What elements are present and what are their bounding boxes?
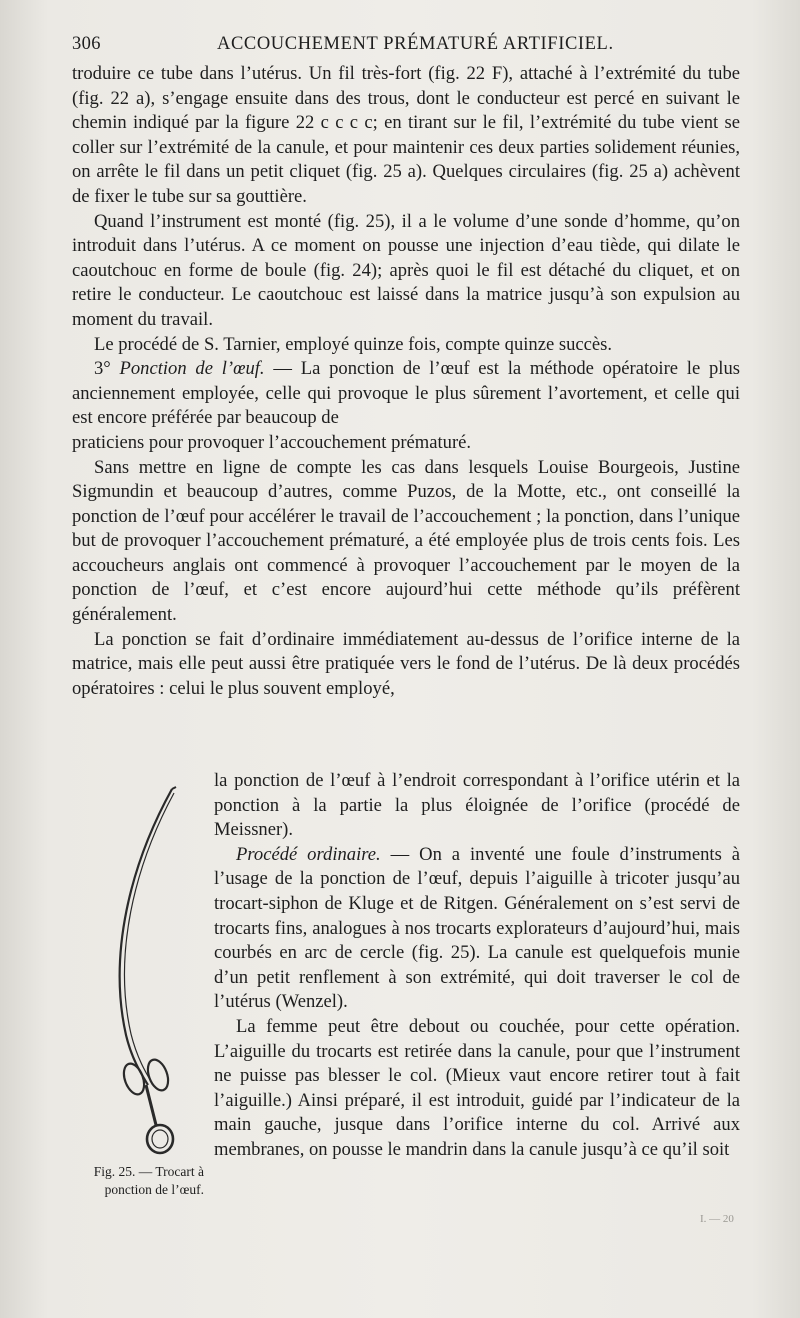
paragraph: La femme peut être debout ou couchée, pour cette opération. L’aiguille du trocarts est retirée dans la canule, pour que l’instrument ne puisse pas blesser le col. (Mieux vaut encore retirer tout à fait l’aiguille.) Ainsi préparé, il est introduit, guidé par l’indicateur de la main gauche, jusque dans l’orifice interne du col. Arrivé aux membranes, on pousse le mandrin dans la canule jusqu’à ce qu’il soit [214, 1015, 740, 1160]
paragraph [214, 843, 740, 1015]
running-title: ACCOUCHEMENT PRÉMATURÉ ARTIFICIEL. [217, 34, 614, 54]
main-text [72, 62, 740, 701]
paragraph: troduire ce tube dans l’utérus. Un fil très-fort (fig. 22 F), attaché à l’extrémité du tube (fig. 22 a), s’engage ensuite dans des trous, dont le conducteur est percé en suivant le chemin indiqué par la figure 22 c c c c; en tirant sur le fil, l’extrémité du tube vient se coller sur l’extrémité de la canule, et pour maintenir ces deux parties solidement réunies, on arrête le fil dans un petit cliquet (fig. 25 a). Quelques circulaires (fig. 25 a) achèvent de fixer le tube sur sa gouttière. [72, 63, 740, 207]
trocar-figure [90, 785, 200, 1165]
curved-trocar-illustration [90, 785, 200, 1165]
paragraph: Le procédé de S. Tarnier, employé quinze fois, compte quinze succès. [94, 333, 613, 355]
wrapped-text [214, 769, 740, 1163]
paragraph: Sans mettre en ligne de compte les cas dans lesquels Louise Bourgeois, Justine Sigmundin et beaucoup d’autres, comme Puzos, de la Motte, etc., ont conseillé la ponction de l’œuf pour accélérer le travail de l’accouchement ; la ponction, dans l’unique but de provoquer l’accouchement prématuré, a été employée plus de trois cents fois. Les accoucheurs anglais ont commencé à provoquer l’accouchement par le moyen de la ponction de l’œuf, et c’est encore aujourd’hui cette méthode qu’ils préfèrent généralement. [72, 456, 740, 626]
running-head [72, 28, 740, 58]
figure-caption: Fig. 25. — Trocart à ponction de l’œuf. [93, 1164, 204, 1197]
signature-mark: I. — 20 [700, 1213, 734, 1225]
section-text: — La ponction de l’œuf est la méthode opératoire le plus anciennement employée, celle qui provoque le plus sûrement l’avortement, et celle qui est encore préférée par beaucoup de [72, 358, 740, 429]
paragraph: Quand l’instrument est monté (fig. 25), il a le volume d’une sonde d’homme, qu’on introduit dans l’utérus. A ce moment on pousse une injection d’eau tiède, qui dilate le caoutchouc en forme de boule (fig. 24); après quoi le fil est détaché du cliquet, et on retire le conducteur. Le caoutchouc est laissé dans la matrice jusqu’à son expulsion au moment du travail. [72, 210, 740, 330]
paragraph: praticiens pour provoquer l’accouchement prématuré. [72, 431, 472, 453]
page-number: 306 [72, 34, 101, 54]
subsection-heading: Procédé ordinaire. [236, 843, 381, 865]
subsection-text: — On a inventé une foule d’instruments à l’usage de la ponction de l’œuf, depuis l’aiguille à tricoter jusqu’au trocart-siphon de Kluge et de Ritgen. Généralement on s’est servi de trocarts fins, analogues à nos trocarts explorateurs d’aujourd’hui, mais courbés en arc de cercle (fig. 25). La canule est quelquefois munie d’un petit renflement à son extrémité, qui doit traverser le col de l’utérus (Wenzel). [214, 843, 740, 1013]
section-paragraph [72, 357, 740, 431]
section-number: 3° [94, 358, 111, 380]
paragraph: La ponction se fait d’ordinaire immédiatement au-dessus de l’orifice interne de la matrice, mais elle peut aussi être pratiquée vers le fond de l’utérus. De là deux procédés opératoires : celui le plus souvent employé, [72, 628, 740, 699]
section-heading: Ponction de l’œuf. [119, 358, 265, 380]
paragraph: la ponction de l’œuf à l’endroit correspondant à l’orifice utérin et la ponction à la partie la plus éloignée de l’orifice (procédé de Meissner). [214, 770, 740, 841]
